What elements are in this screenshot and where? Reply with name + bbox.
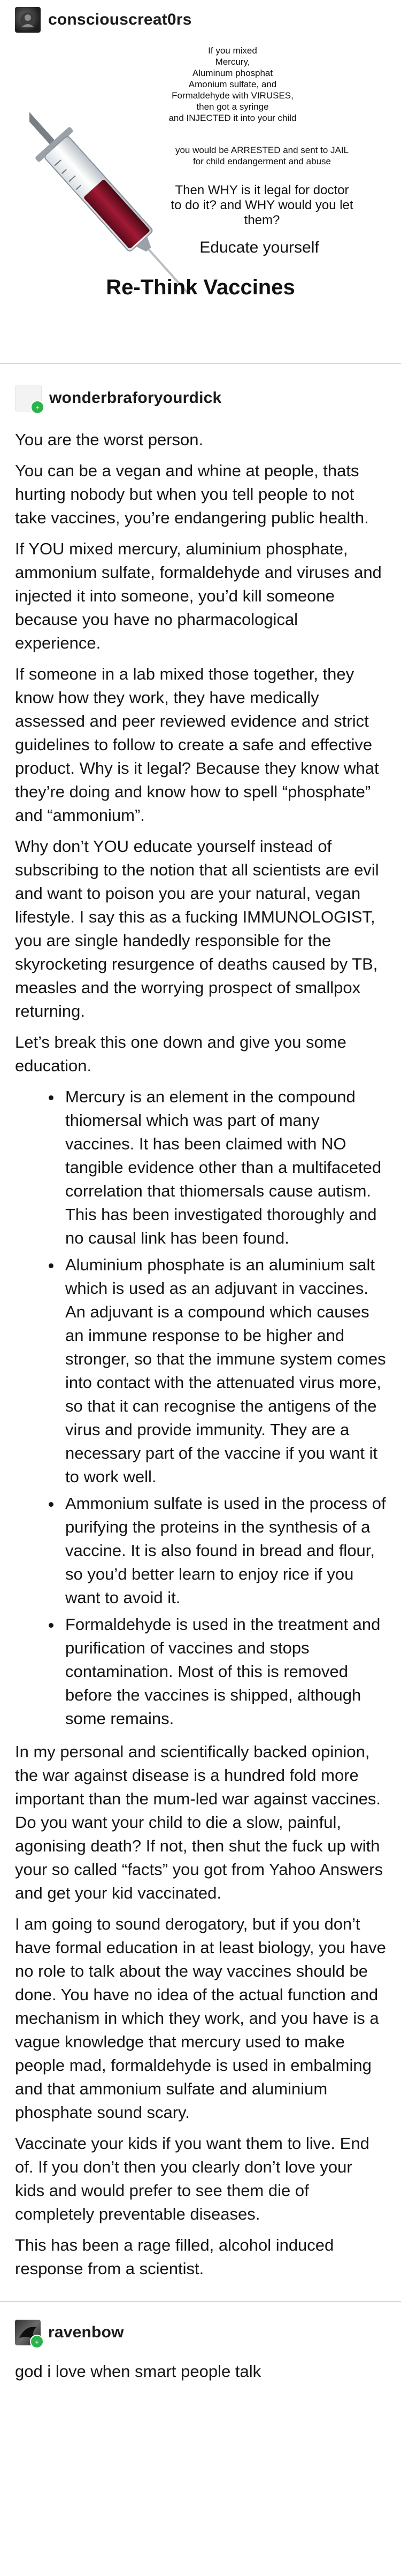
meme-caption-top	[163, 45, 302, 124]
avatar[interactable]	[15, 385, 42, 411]
reply-body	[0, 2360, 401, 2383]
meme-line: you would be ARRESTED and sent to JAIL	[175, 145, 349, 155]
meme-line: Aluminum phosphat	[192, 68, 273, 78]
reply-paragraph: I am going to sound derogatory, but if you don’t have formal education in at least biology, you have no role to talk about the way vaccines should be done. You have no idea of the actual function and mechanism in which they work, and you have is a vague knowledge that mercury used to make people mad, formaldehyde is used in embalming and that ammonium sulfate and aluminium phosphate sound scary.	[15, 1915, 386, 2122]
meme-line: then got a syringe	[196, 102, 269, 112]
bullet-item: • Formaldehyde is used in the treatment and purification of vaccines and stops contamination. Most of this is removed before the vaccines is shipped, although some remains.	[62, 1613, 386, 1731]
follow-badge-icon[interactable]: +	[30, 2335, 44, 2349]
post-consciouscreat0rs	[0, 0, 401, 339]
post-username[interactable]: consciouscreat0rs	[48, 11, 192, 28]
post-username[interactable]: ravenbow	[48, 2323, 124, 2341]
bullet-item: • Ammonium sulfate is used in the process of purifying the proteins in the synthesis of a vaccine. It is also found in bread and flour, so you’d better learn to enjoy rice if you want to avoid it.	[62, 1492, 386, 1610]
post-wonderbraforyourdick	[0, 364, 401, 2281]
meme-line: them?	[244, 213, 280, 227]
post-header	[0, 364, 401, 428]
reply-paragraph: This has been a rage filled, alcohol induced response from a scientist.	[15, 2236, 334, 2278]
post-ravenbow	[0, 2302, 401, 2383]
reply-body	[0, 428, 401, 2281]
meme-caption-question	[163, 183, 361, 228]
avatar[interactable]	[15, 7, 41, 33]
meme-line: Amonium sulfate, and	[188, 79, 277, 89]
reply-paragraph: god i love when smart people talk	[15, 2362, 261, 2381]
avatar[interactable]	[15, 2320, 41, 2345]
meme-line: Mercury,	[215, 57, 250, 67]
meme-line: Formaldehyde with VIRUSES,	[172, 90, 294, 101]
follow-badge-icon[interactable]: +	[30, 400, 44, 414]
bullet-item: • Mercury is an element in the compound thiomersal which was part of many vaccines. It has been claimed with NO tangible evidence other than a multifaceted correlation that thiomersals cause autism. This has been investigated thoroughly and no causal link has been found.	[62, 1085, 386, 1250]
meme-line: and INJECTED it into your child	[168, 113, 297, 123]
reply-paragraph: If someone in a lab mixed those together, they know how they work, they have medically assessed and peer reviewed evidence and strict guidelines to follow to create a safe and effective product. Why is it legal? Because they know what they’re doing and know how to spell “phosphate” and “ammonium”.	[15, 665, 379, 825]
meme-headline: Re-Think Vaccines	[106, 276, 295, 299]
reply-paragraph: If YOU mixed mercury, aluminium phosphate, ammonium sulfate, formaldehyde and viruses and injected it into someone, you’d kill someone because you have no pharmacological experience.	[15, 539, 382, 652]
reply-paragraph: You can be a vegan and whine at people, thats hurting nobody but when you tell people to not take vaccines, you’re endangering public health.	[15, 461, 369, 527]
post-header	[0, 0, 401, 40]
meme-line: to do it? and WHY would you let	[171, 198, 353, 212]
reply-paragraph: You are the worst person.	[15, 430, 204, 449]
meme-image	[29, 40, 372, 339]
reply-paragraph: Vaccinate your kids if you want them to live. End of. If you don’t then you clearly don’t love your kids and would prefer to see them die of completely preventable diseases.	[15, 2134, 369, 2223]
reply-paragraph: In my personal and scientifically backed opinion, the war against disease is a hundred fold more important than the mum-led war against vaccines. Do you want your child to die a slow, painful, agonising death? If not, then shut the fuck up with your so called “facts” you got from Yahoo Answers and get your kid vaccinated.	[15, 1742, 383, 1902]
reply-bullet-list	[15, 1085, 386, 1731]
bullet-item: • Aluminium phosphate is an aluminium salt which is used as an adjuvant in vaccines. An adjuvant is a compound which causes an immune response to be higher and stronger, so that the immune system comes into contact with the attenuated virus more, so that it can recognise the antigens of the virus and provide immunity. They are a necessary part of the vaccine if you want it to work well.	[62, 1253, 386, 1489]
post-header	[0, 2302, 401, 2360]
meme-caption-educate: Educate yourself	[199, 239, 319, 256]
meme-caption-arrest	[158, 144, 366, 167]
meme-line: for child endangerment and abuse	[192, 156, 331, 166]
reply-paragraph: Let’s break this one down and give you some education.	[15, 1033, 346, 1075]
reply-paragraph: Why don’t YOU educate yourself instead of subscribing to the notion that all scientists are evil and want to poison you are your natural, vegan lifestyle. I say this as a fucking IMMUNOLOGIST, you are single handedly responsible for the skyrocketing resurgence of deaths caused by TB, measles and the worrying prospect of smallpox returning.	[15, 837, 379, 1020]
meme-line: If you mixed	[208, 45, 257, 56]
post-username[interactable]: wonderbraforyourdick	[49, 389, 222, 407]
avatar-image-icon	[15, 7, 41, 33]
meme-line: Then WHY is it legal for doctor	[175, 183, 349, 197]
